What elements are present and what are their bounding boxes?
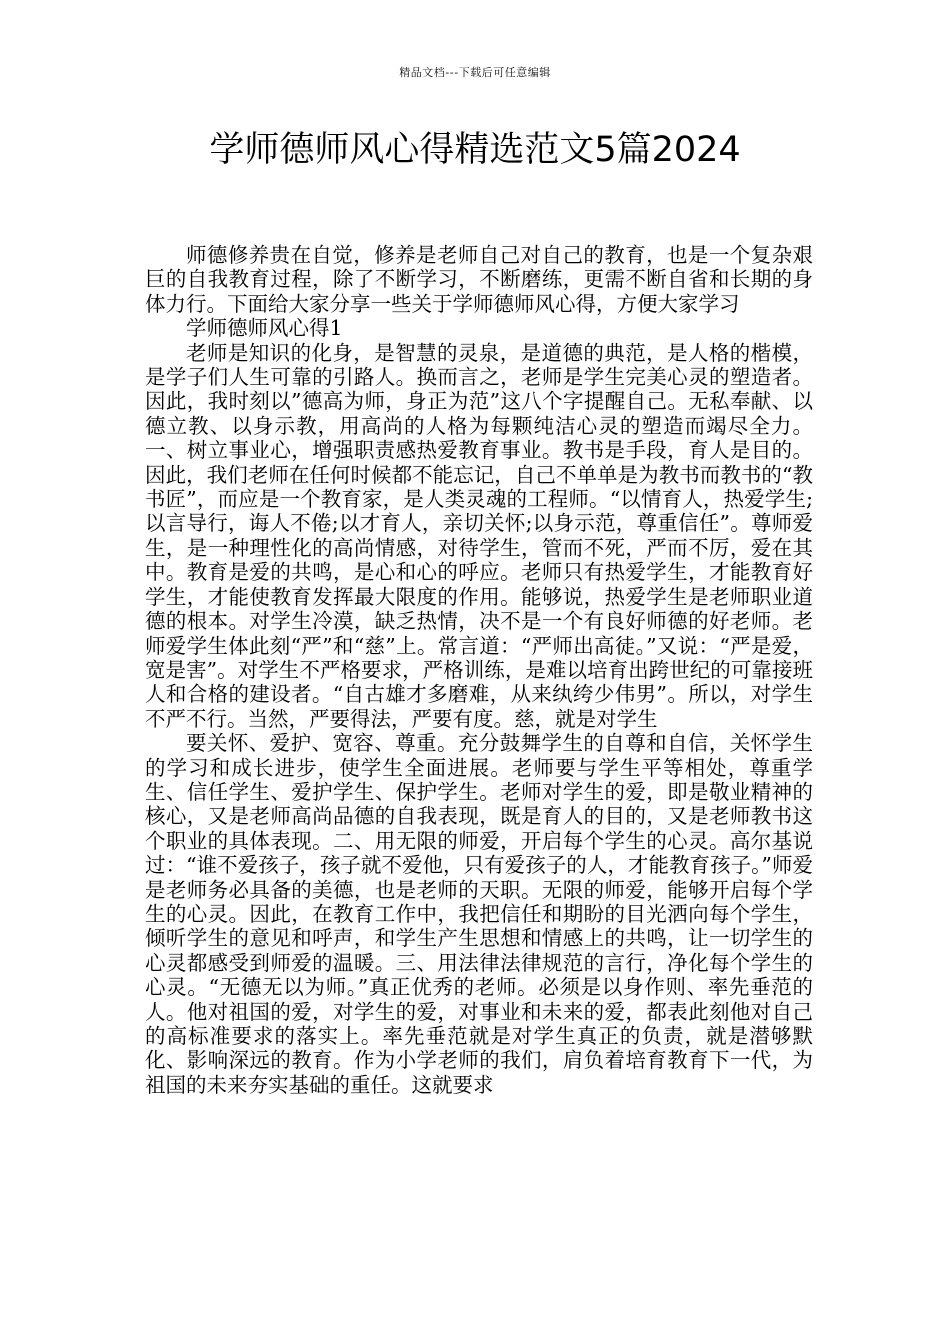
body-paragraph: 要关怀、爱护、宽容、尊重。充分鼓舞学生的自尊和自信，关怀学生的学习和成长进步，使学生全面进展。老师要与学生平等相处，尊重学生、信任学生、爱护学生、保护学生。老师对学生的爱，即是敬业精神的核心，又是老师高尚品德的自我表现，既是育人的目的，又是老师教书这个职业的具体表现。二、用无限的师爱，开启每个学生的心灵。高尔基说过：“谁不爱孩子，孩子就不爱他，只有爱孩子的人，才能教育孩子。”师爱是老师务必具备的美德，也是老师的天职。无限的师爱，能够开启每个学生的心灵。因此，在教育工作中，我把信任和期盼的目光洒向每个学生，倾听学生的意见和呼声，和学生产生思想和情感上的共鸣，让一切学生的心灵都感受到师爱的温暖。三、用法律法律规范的言行，净化每个学生的心灵。“无德无以为师。”真正优秀的老师。必须是以身作则、率先垂范的人。他对祖国的爱，对学生的爱，对事业和未来的爱，都表此刻他对自己的高标准要求的落实上。率先垂范就是对学生真正的负责，就是潜够默化、影响深远的教育。作为小学老师的我们，肩负着培育教育下一代，为祖国的未来夯实基础的重任。这就要求 bbox=[145, 731, 813, 1097]
body-paragraph: 老师是知识的化身，是智慧的灵泉，是道德的典范，是人格的楷模，是学子们人生可靠的引路人。换而言之，老师是学生完美心灵的塑造者。因此，我时刻以”德高为师，身正为范”这八个字提醒自己。无私奉献、以德立教、以身示教，用高尚的人格为每颗纯洁心灵的塑造而竭尽全力。一、树立事业心，增强职责感热爱教育事业。教书是手段，育人是目的。因此，我们老师在任何时候都不能忘记，自己不单单是为教书而教书的“教书匠”，而应是一个教育家，是人类灵魂的工程师。“以情育人，热爱学生;以言导行，诲人不倦;以才育人，亲切关怀;以身示范，尊重信任”。尊师爱生，是一种理性化的高尚情感，对待学生，管而不死，严而不厉，爱在其中。教育是爱的共鸣，是心和心的呼应。老师只有热爱学生，才能教育好学生，才能使教育发挥最大限度的作用。能够说，热爱学生是老师职业道德的根本。对学生冷漠，缺乏热情，决不是一个有良好师德的好老师。老师爱学生体此刻“严”和“慈”上。常言道：“严师出高徒。”又说：“严是爱，宽是害”。对学生不严格要求，严格训练，是难以培育出跨世纪的可靠接班人和合格的建设者。“自古雄才多磨难，从来纨绔少伟男”。所以，对学生不严不行。当然，严要得法，严要有度。慈，就是对学生 bbox=[145, 340, 813, 731]
document-body bbox=[145, 243, 813, 1097]
section-heading: 学师德师风心得1 bbox=[186, 316, 343, 341]
document-title: 学师德师风心得精选范文5篇2024 bbox=[209, 130, 741, 170]
header-note: 精品文档---下载后可任意编辑 bbox=[399, 66, 551, 79]
intro-paragraph: 师德修养贵在自觉，修养是老师自己对自己的教育，也是一个复杂艰巨的自我教育过程，除了不断学习，不断磨练，更需不断自省和长期的身体力行。下面给大家分享一些关于学师德师风心得，方便大家学习 bbox=[145, 243, 813, 316]
